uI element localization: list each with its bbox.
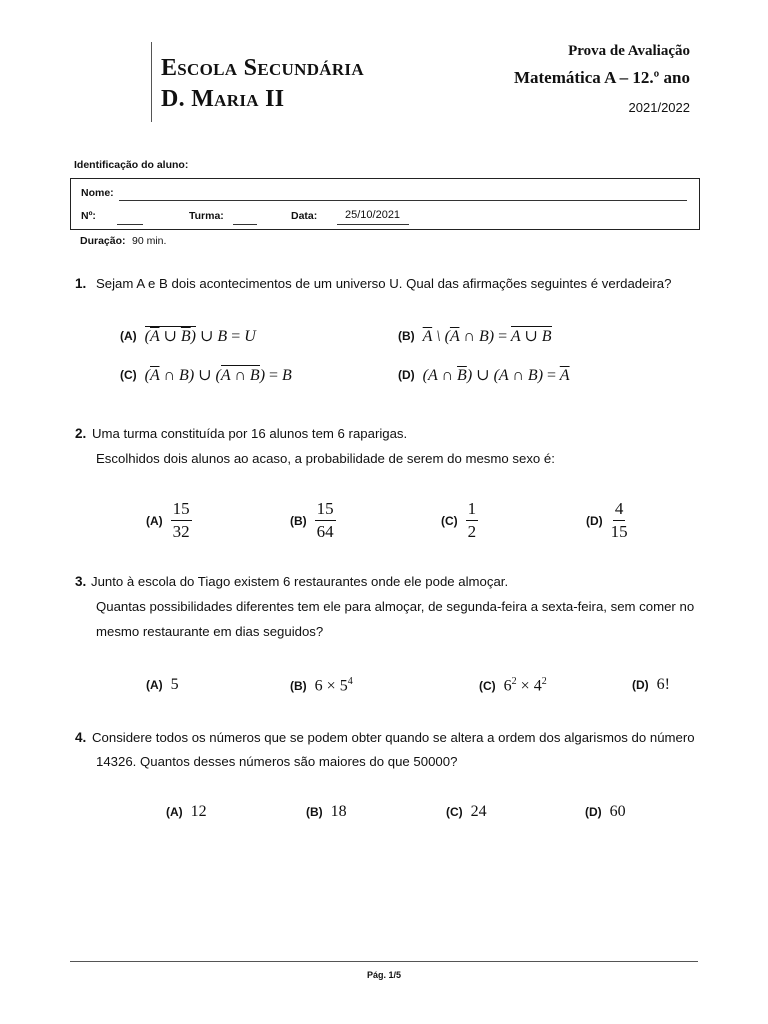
option-label: (C) — [441, 513, 458, 528]
question-1-option-d[interactable] — [398, 365, 570, 385]
class-label: Turma: — [189, 210, 224, 222]
identification-label: Identificação do aluno: — [74, 159, 189, 171]
question-3-number: 3. — [75, 574, 87, 589]
fraction — [171, 500, 192, 541]
question-1-text: Sejam A e B dois acontecimentos de um universo U. Qual das afirmações seguintes é verdadeira? — [96, 276, 672, 291]
option-value: 12 — [190, 803, 207, 820]
operator: × — [520, 677, 530, 695]
date-value: 25/10/2021 — [345, 209, 401, 221]
denominator: 64 — [316, 522, 334, 541]
question-3-option-a[interactable] — [146, 676, 179, 694]
question-1-option-b[interactable] — [398, 326, 552, 346]
question-3-option-b[interactable] — [290, 676, 353, 695]
option-label: (B) — [290, 678, 307, 693]
date-field[interactable] — [337, 224, 409, 225]
duration-value: 90 min. — [132, 235, 167, 247]
option-label: (D) — [586, 513, 603, 528]
identification-box — [70, 178, 700, 230]
question-4-option-d[interactable] — [585, 803, 626, 821]
numerator: 4 — [613, 500, 626, 521]
denominator: 15 — [610, 522, 628, 541]
question-3-option-d[interactable] — [632, 676, 670, 694]
option-label: (C) — [446, 805, 463, 819]
base: 6 — [503, 677, 512, 695]
exponent: 4 — [347, 676, 353, 687]
question-2-option-b[interactable] — [290, 500, 336, 541]
option-value — [504, 676, 547, 695]
option-formula: ($\overline{A}$ ∪ $\overline{B}$) ∪ B = U — [144, 328, 256, 345]
option-label: (C) — [120, 368, 137, 382]
numerator: 15 — [171, 500, 192, 521]
question-1-option-a[interactable] — [120, 326, 256, 346]
option-value: 5 — [170, 676, 179, 693]
name-label: Nome: — [81, 187, 114, 199]
question-2-text-line2: Escolhidos dois alunos ao acaso, a probabilidade de serem do mesmo sexo é: — [96, 451, 555, 466]
option-label: (D) — [632, 678, 649, 692]
option-label: (C) — [479, 678, 496, 693]
option-value: 60 — [609, 803, 626, 820]
question-4-option-c[interactable] — [446, 803, 487, 821]
question-2-option-a[interactable] — [146, 500, 192, 541]
school-year: 2021/2022 — [628, 100, 690, 115]
question-3-option-c[interactable] — [479, 676, 547, 695]
number-field[interactable] — [117, 224, 143, 225]
question-4-text-line1: Considere todos os números que se podem obter quando se altera a ordem dos algarismos do número — [92, 730, 695, 745]
question-2-text-line1: Uma turma constituída por 16 alunos tem 6 raparigas. — [92, 426, 408, 441]
fraction — [611, 500, 628, 541]
class-field[interactable] — [233, 224, 257, 225]
name-field[interactable] — [119, 200, 687, 201]
date-label: Data: — [291, 210, 318, 222]
exam-title: Prova de Avaliação — [568, 43, 690, 59]
number-label: Nº: — [81, 210, 96, 222]
question-3-text-line1: Junto à escola do Tiago existem 6 restaurantes onde ele pode almoçar. — [91, 574, 509, 589]
denominator: 32 — [172, 522, 190, 541]
option-label: (A) — [120, 329, 137, 343]
operator: × — [326, 677, 336, 695]
option-label: (B) — [290, 513, 307, 528]
option-value: 6! — [656, 676, 670, 693]
question-2-option-d[interactable] — [586, 500, 628, 541]
denominator: 2 — [467, 522, 477, 541]
question-4-number: 4. — [75, 730, 87, 745]
subject: Matemática A – 12.º ano — [513, 68, 690, 87]
numerator: 1 — [466, 500, 479, 521]
question-3-text-line3: mesmo restaurante em dias seguidos? — [96, 624, 324, 639]
option-label: (B) — [306, 805, 323, 819]
base: 5 — [339, 677, 348, 695]
question-1-number: 1. — [75, 276, 87, 291]
exponent: 2 — [541, 676, 547, 687]
school-name-line2: D. Maria II — [161, 86, 285, 112]
base: 4 — [533, 677, 542, 695]
question-4-option-b[interactable] — [306, 803, 347, 821]
fraction — [315, 500, 336, 541]
question-4-text-line2: 14326. Quantos desses números são maiores do que 50000? — [96, 754, 458, 769]
school-name-line1: Escola Secundária — [161, 55, 364, 81]
option-formula: (A ∩ $\overline{B}$) ∪ (A ∩ $B) = \overline{A}$ — [422, 367, 570, 384]
base: 6 — [314, 677, 323, 695]
duration-label: Duração: — [80, 235, 126, 247]
option-label: (A) — [146, 513, 163, 528]
option-label: (B) — [398, 329, 415, 343]
option-label: (D) — [398, 368, 415, 382]
footer-divider — [70, 961, 698, 962]
option-label: (D) — [585, 805, 602, 819]
option-formula: $\overline{A}$ \ ($\overline{A}$ ∩ B) = A ∪ B — [422, 328, 552, 345]
question-1-option-c[interactable] — [120, 365, 292, 385]
page-number: Pág. 1/5 — [366, 970, 402, 980]
option-value: 24 — [470, 803, 487, 820]
header-divider — [151, 42, 152, 122]
question-2-number: 2. — [75, 426, 87, 441]
option-value: 18 — [330, 803, 347, 820]
fraction — [466, 500, 479, 541]
exponent: 2 — [511, 676, 517, 687]
option-label: (A) — [166, 805, 183, 819]
question-3-text-line2: Quantas possibilidades diferentes tem ele para almoçar, de segunda-feira a sexta-feira, sem comer no — [96, 599, 695, 614]
question-4-option-a[interactable] — [166, 803, 207, 821]
option-value — [315, 676, 353, 695]
option-label: (A) — [146, 678, 163, 692]
question-2-option-c[interactable] — [441, 500, 478, 541]
numerator: 15 — [315, 500, 336, 521]
option-formula: ($\overline{A}$ ∩ B) ∪ (A ∩ B) = B — [144, 367, 292, 384]
